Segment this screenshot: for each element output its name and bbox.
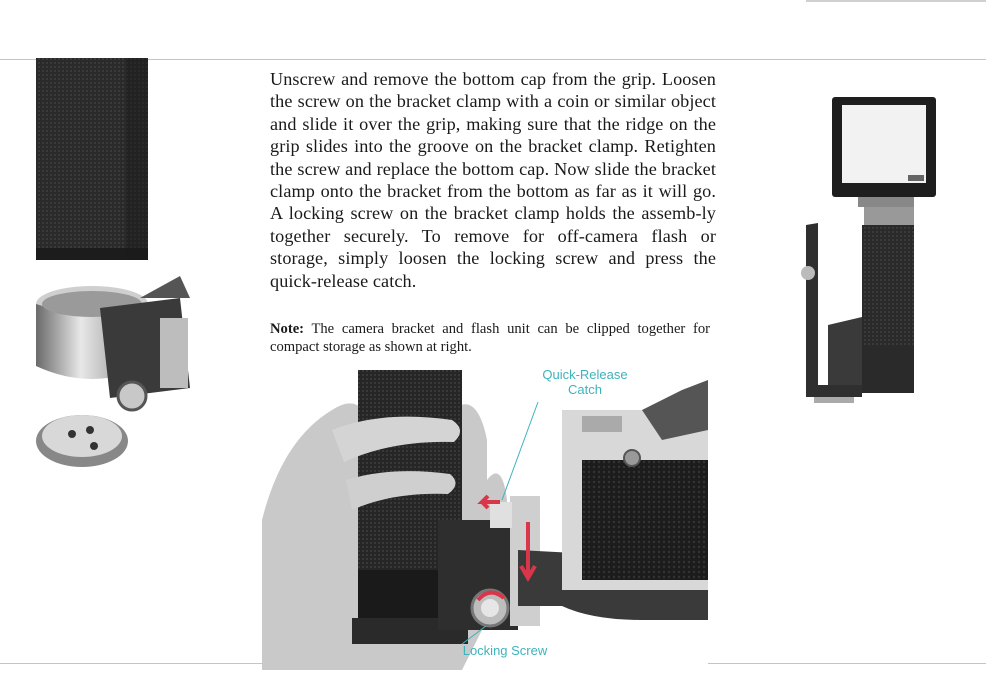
note-paragraph [270,320,710,356]
note-label: Note: [270,321,305,337]
quick-release-catch-callout [530,367,640,397]
quick-release-photo [262,370,708,670]
callout-line-2: Catch [568,382,602,397]
page-edge-mark [806,0,986,2]
quick-release-catch [490,502,512,528]
locking-screw-callout: Locking Screw [462,643,548,658]
note-text: The camera bracket and flash unit can be clipped together for compact storage as shown at right. [270,321,710,355]
grip-body [862,225,914,345]
grip-and-bracket-clamp-photo [30,58,200,478]
locking-screw-knob [118,382,146,410]
compact-storage-photo [788,95,938,405]
instruction-paragraph: Unscrew and remove the bottom cap from the grip. Loosen the screw on the bracket clamp with a coin or similar object and slide it over the grip, making sure that the ridge on the grip slides into the groove on the bracket clamp. Retighten the screw and replace the bottom cap. Now slide the bracket clamp onto the bracket from the bottom as far as it will go. A locking screw on the bracket clamp holds the assemb-ly together securely. To remove for off-camera flash or storage, simply loosen the locking screw and press the quick-release catch. [270,69,716,291]
callout-line-1: Quick-Release [542,367,628,382]
